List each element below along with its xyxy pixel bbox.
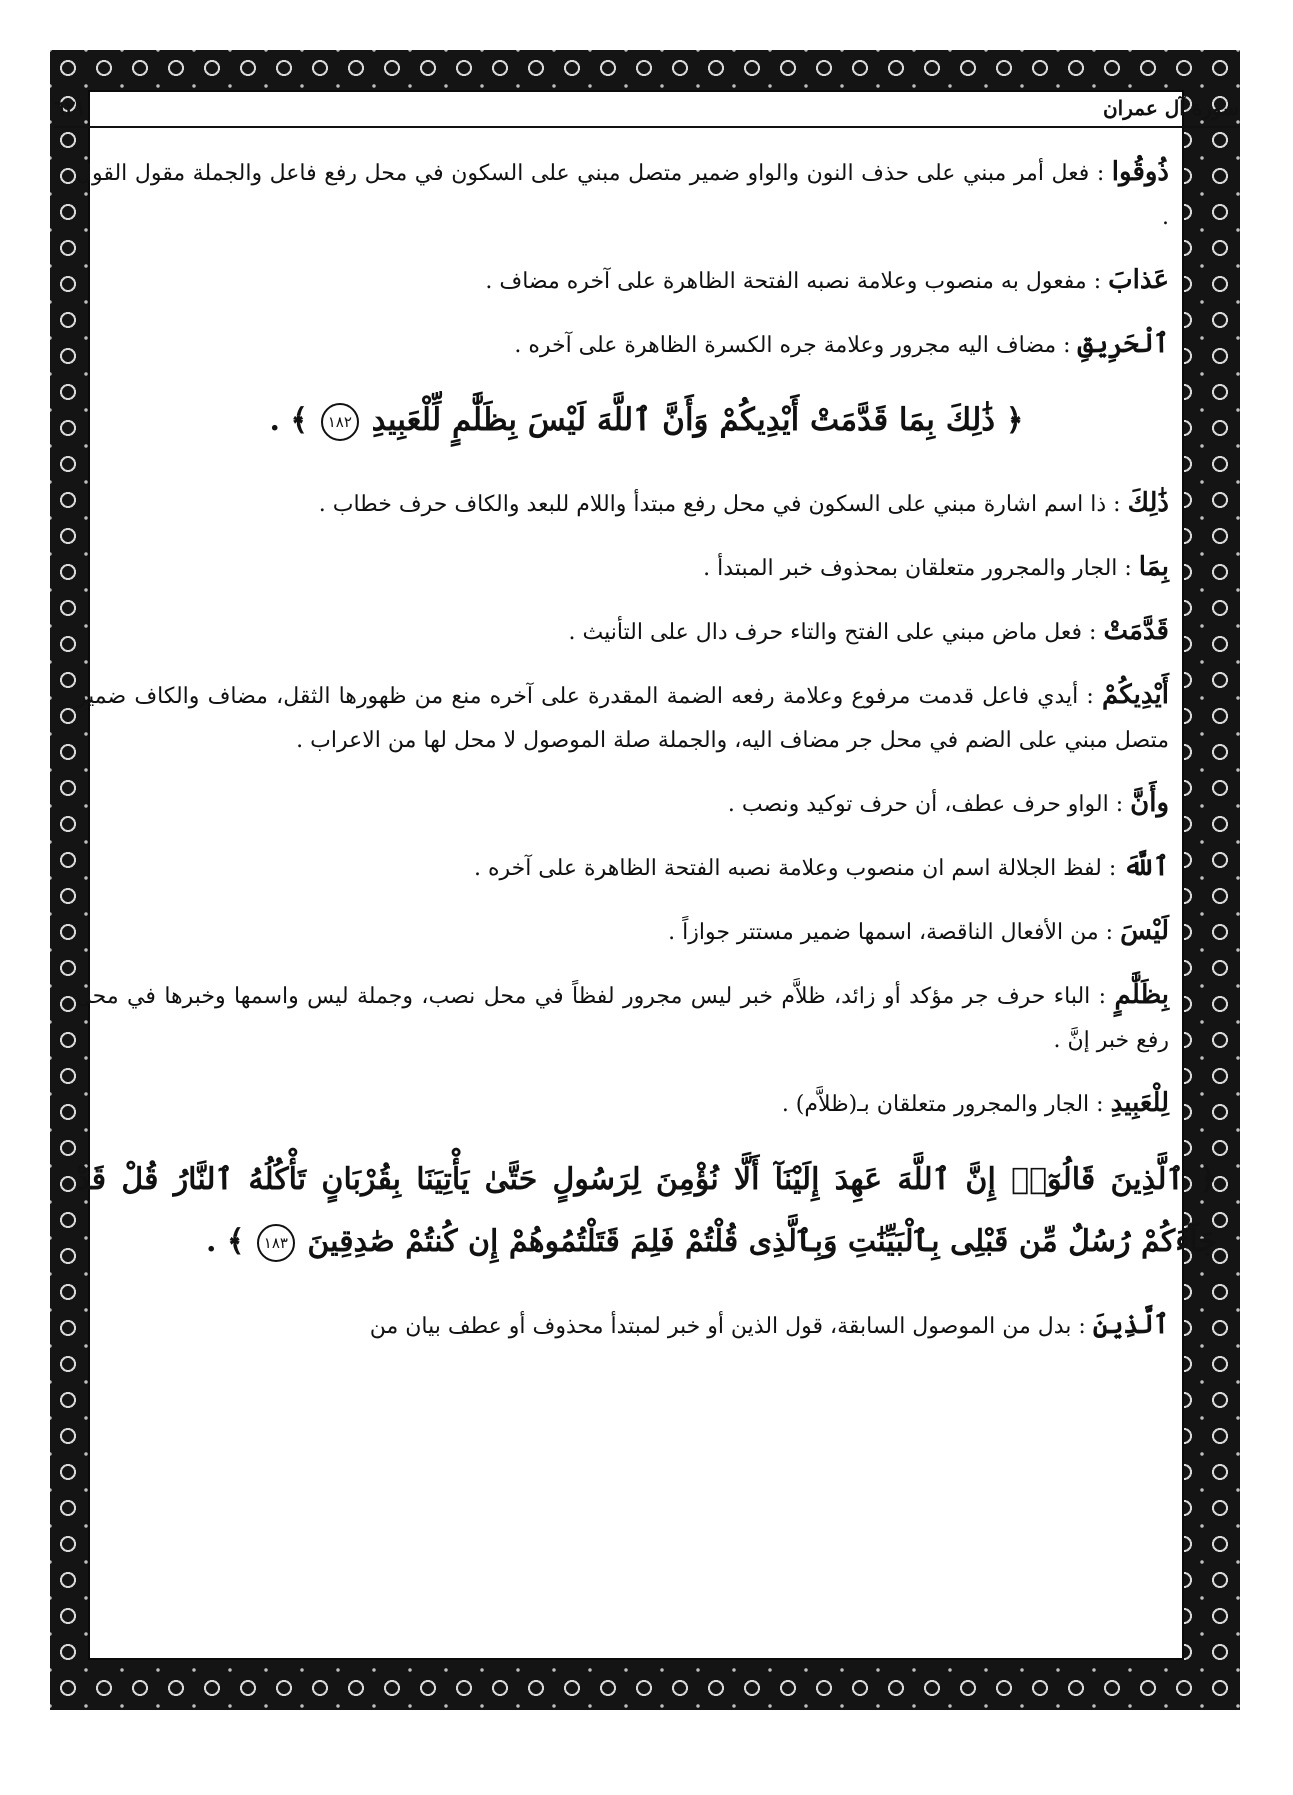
entry-aydikum — [76, 673, 1217, 763]
entry-alhariq — [76, 322, 1217, 368]
entry-text: : ذا اسم اشارة مبني على السكون في محل رفع مبتدأ واللام للبعد والكاف حرف خطاب . — [318, 492, 1121, 517]
quran-verse-183 — [76, 1149, 1217, 1273]
entry-term: ذَٰلِكَ — [1127, 488, 1169, 518]
entry-term: بِظَلَّٰمٍ — [1114, 980, 1170, 1010]
entry-term: لِلْعَبِيدِ — [1110, 1088, 1169, 1118]
entry-term: وأَنَّ — [1130, 788, 1169, 818]
entry-bima — [76, 545, 1217, 591]
entry-alladhina — [76, 1303, 1217, 1349]
ayah-number-marker: ١٨٢ — [321, 403, 359, 441]
entry-allah — [76, 845, 1217, 891]
entry-dhuqu — [76, 150, 1217, 240]
entry-text: : الجار والمجرور متعلقان بمحذوف خبر المبتدأ . — [703, 556, 1132, 581]
entry-term: بِمَا — [1138, 552, 1169, 582]
entry-term: عَذابَ — [1108, 265, 1169, 295]
entry-term: أَيْدِيكُمْ — [1101, 680, 1169, 710]
verse-open-bracket: ﴿ — [1199, 1162, 1217, 1197]
verse-close-bracket: ﴾ . — [205, 1224, 245, 1259]
entry-term: لَيْسَ — [1120, 916, 1169, 946]
entry-text: : مفعول به منصوب وعلامة نصبه الفتحة الظاهرة على آخره مضاف . — [485, 269, 1102, 294]
verse-open-bracket: ﴿ — [1005, 403, 1024, 438]
entry-term: ٱلَّذِينَ — [1092, 1310, 1169, 1340]
entry-term: قَدَّمَتْ — [1103, 616, 1169, 646]
entry-bizallam — [76, 973, 1217, 1063]
verse-close-bracket: ﴾ . — [269, 403, 308, 438]
quran-verse-182 — [76, 390, 1217, 451]
entry-text: : الجار والمجرور متعلقان بـ(ظلاَّم) . — [781, 1092, 1104, 1117]
entry-qaddamat — [76, 609, 1217, 655]
entry-text: : لفظ الجلالة اسم ان منصوب وعلامة نصبه الفتحة الظاهرة على آخره . — [473, 856, 1117, 881]
entry-dhalika — [76, 481, 1217, 527]
entry-term: ٱللَّهَ — [1123, 852, 1169, 882]
entry-text: : بدل من الموصول السابقة، قول الذين أو خبر لمبتدأ محذوف أو عطف بيان من — [369, 1314, 1086, 1339]
verse-text: ذَٰلِكَ بِمَا قَدَّمَتْ أَيْدِيكُمْ وَأَنَّ ٱللَّهَ لَيْسَ بِظَلَّٰمٍ لِّلْعَبِيدِ — [371, 402, 996, 438]
entry-text: : مضاف اليه مجرور وعلامة جره الكسرة الظاهرة على آخره . — [514, 333, 1071, 358]
surah-title: سورة آل عمران — [1102, 96, 1239, 120]
entry-text: : من الأفعال الناقصة، اسمها ضمير مستتر جوازاً . — [668, 920, 1114, 945]
entry-adhab — [76, 258, 1217, 304]
entry-term: ذُوقُوا — [1111, 157, 1170, 187]
page-number: ٦٢١ — [54, 96, 87, 120]
page-header — [54, 80, 1239, 128]
ayah-number-marker: ١٨٣ — [257, 1224, 295, 1262]
entry-text: : الواو حرف عطف، أن حرف توكيد ونصب . — [727, 792, 1124, 817]
page-content — [76, 150, 1217, 1367]
entry-text: : أيدي فاعل قدمت مرفوع وعلامة رفعه الضمة المقدرة على آخره منع من ظهورها الثقل، مضاف والكاف ضمير متصل مبني على الضم في محل جر مضاف اليه، والجملة صلة الموصول لا محل لها من الاعراب . — [76, 684, 1169, 753]
entry-wa-anna — [76, 781, 1217, 827]
entry-text: : فعل أمر مبني على حذف النون والواو ضمير متصل مبني على السكون في محل رفع فاعل والجملة مقول القول . — [76, 161, 1169, 230]
entry-term: ٱلْحَرِيقِ — [1077, 329, 1169, 359]
entry-laysa — [76, 909, 1217, 955]
entry-text: : فعل ماض مبني على الفتح والتاء حرف دال على التأنيث . — [568, 620, 1097, 645]
entry-text: : الباء حرف جر مؤكد أو زائد، ظلاَّم خبر ليس مجرور لفظاً في محل نصب، وجملة ليس واسمها وخبرها في محل رفع خبر إنَّ . — [76, 984, 1169, 1053]
entry-lilabid — [76, 1081, 1217, 1127]
verse-text: ٱلَّذِينَ قَالُوٓا۟ إِنَّ ٱللَّهَ عَهِدَ إِلَيْنَآ أَلَّا نُؤْمِنَ لِرَسُولٍ حَتَّىٰ يَأْتِيَنَا بِقُرْبَانٍ تَأْكُلُهُ ٱلنَّارُ قُلْ قَدْ جَآءَكُمْ رُسُلٌ مِّن قَبْلِى بِٱلْبَيِّنَٰتِ وَبِٱلَّذِى قُلْتُمْ فَلِمَ قَتَلْتُمُوهُمْ إِن كُنتُمْ صَٰدِقِينَ — [76, 1162, 1217, 1259]
